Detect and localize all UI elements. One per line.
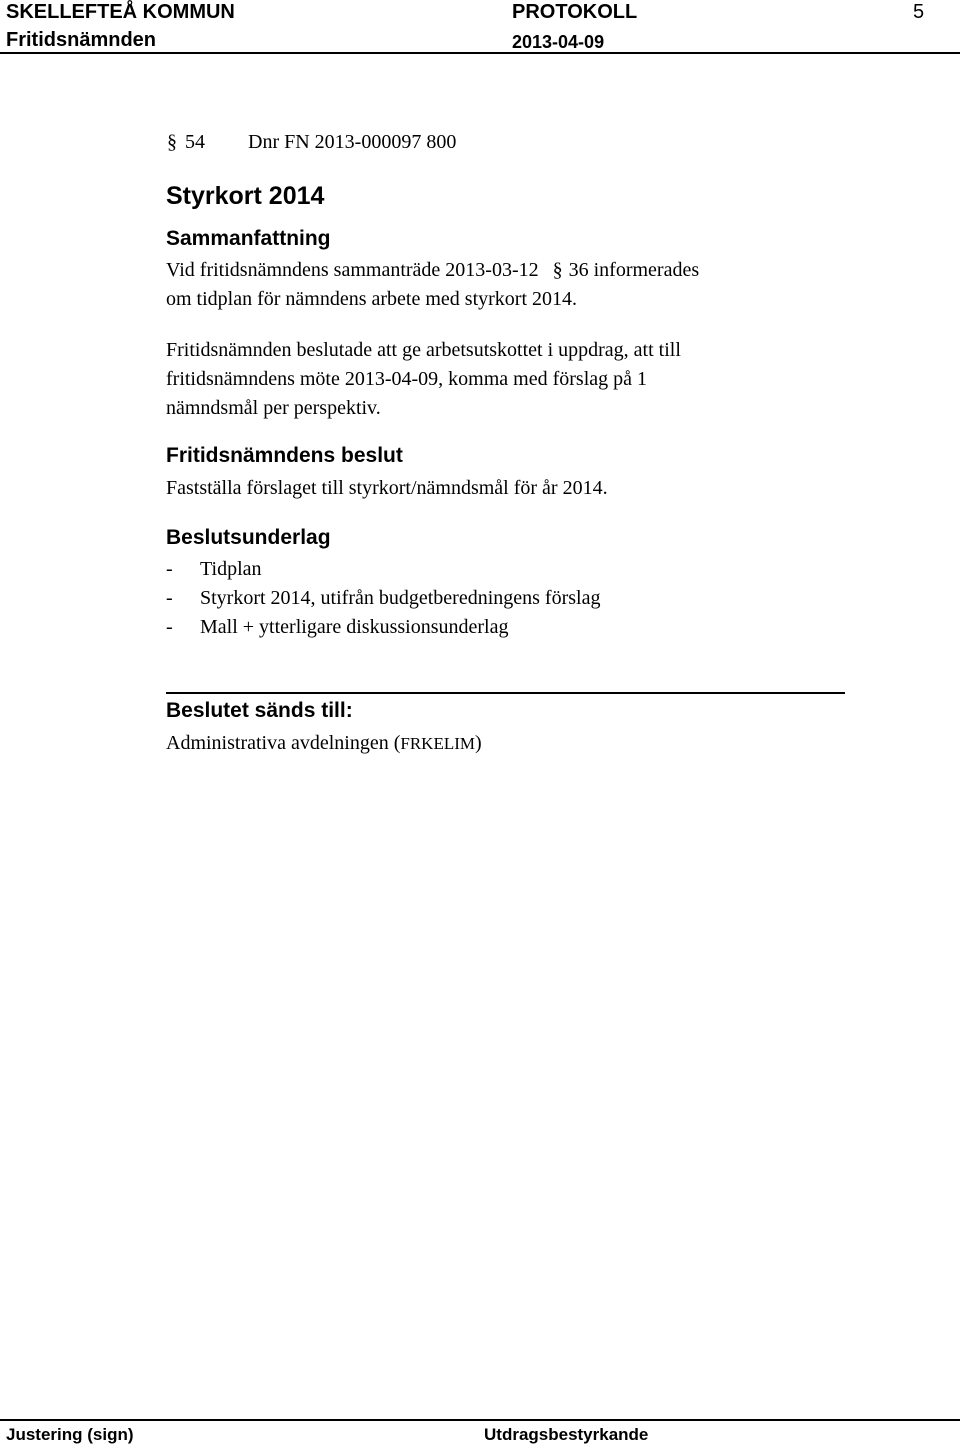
section-sign: §: [167, 131, 177, 153]
footer-divider: [0, 1419, 960, 1421]
summary-line-1: [166, 256, 699, 285]
list-item-text: Tidplan: [200, 558, 262, 580]
summary-line-1-tail: 36 informerades: [563, 259, 700, 281]
document-type: PROTOKOLL: [512, 1, 638, 23]
list-bullet: -: [166, 558, 173, 580]
recipient-code: FRKELIM: [400, 734, 476, 753]
distribution-heading: Beslutet sänds till:: [166, 699, 353, 722]
basis-heading: Beslutsunderlag: [166, 526, 331, 549]
summary-para2-line-3: nämndsmål per perspektiv.: [166, 397, 381, 419]
decision-heading: Fritidsnämndens beslut: [166, 444, 403, 467]
distribution-recipient: [166, 729, 482, 758]
list-item: [166, 613, 508, 642]
summary-line-2: om tidplan för nämndens arbete med styrkort 2014.: [166, 288, 578, 310]
summary-para2-line-2: fritidsnämndens möte 2013-04-09, komma med förslag på 1: [166, 368, 648, 390]
section-sign: §: [552, 259, 563, 281]
summary-heading: Sammanfattning: [166, 227, 331, 250]
recipient-close: ): [475, 732, 482, 754]
diary-number: Dnr FN 2013-000097 800: [248, 131, 457, 153]
list-bullet: -: [166, 587, 173, 609]
certification-label: Utdragsbestyrkande: [484, 1425, 649, 1444]
list-item-text: Mall + ytterligare diskussionsunderlag: [200, 616, 509, 638]
decision-text: Fastställa förslaget till styrkort/nämndsmål för år 2014.: [166, 477, 608, 499]
organization-name: SKELLEFTEÅ KOMMUN: [6, 1, 235, 23]
list-item-text: Styrkort 2014, utifrån budgetberedningens förslag: [200, 587, 601, 609]
summary-line-1-text: Vid fritidsnämndens sammanträde 2013-03-12: [166, 259, 544, 281]
meeting-date: 2013-04-09: [512, 32, 605, 52]
distribution-divider: [166, 692, 845, 694]
recipient-name: Administrativa avdelningen (: [166, 732, 401, 754]
committee-name: Fritidsnämnden: [6, 29, 157, 51]
section-reference: [166, 128, 456, 157]
page-number: 5: [913, 1, 925, 23]
list-item: [166, 584, 600, 613]
item-title: Styrkort 2014: [166, 182, 325, 210]
list-bullet: -: [166, 616, 173, 638]
header-divider: [0, 52, 960, 54]
signature-label: Justering (sign): [6, 1425, 134, 1444]
list-item: [166, 555, 262, 584]
summary-para2-line-1: Fritidsnämnden beslutade att ge arbetsutskottet i uppdrag, att till: [166, 339, 681, 361]
section-number: 54: [185, 131, 205, 153]
